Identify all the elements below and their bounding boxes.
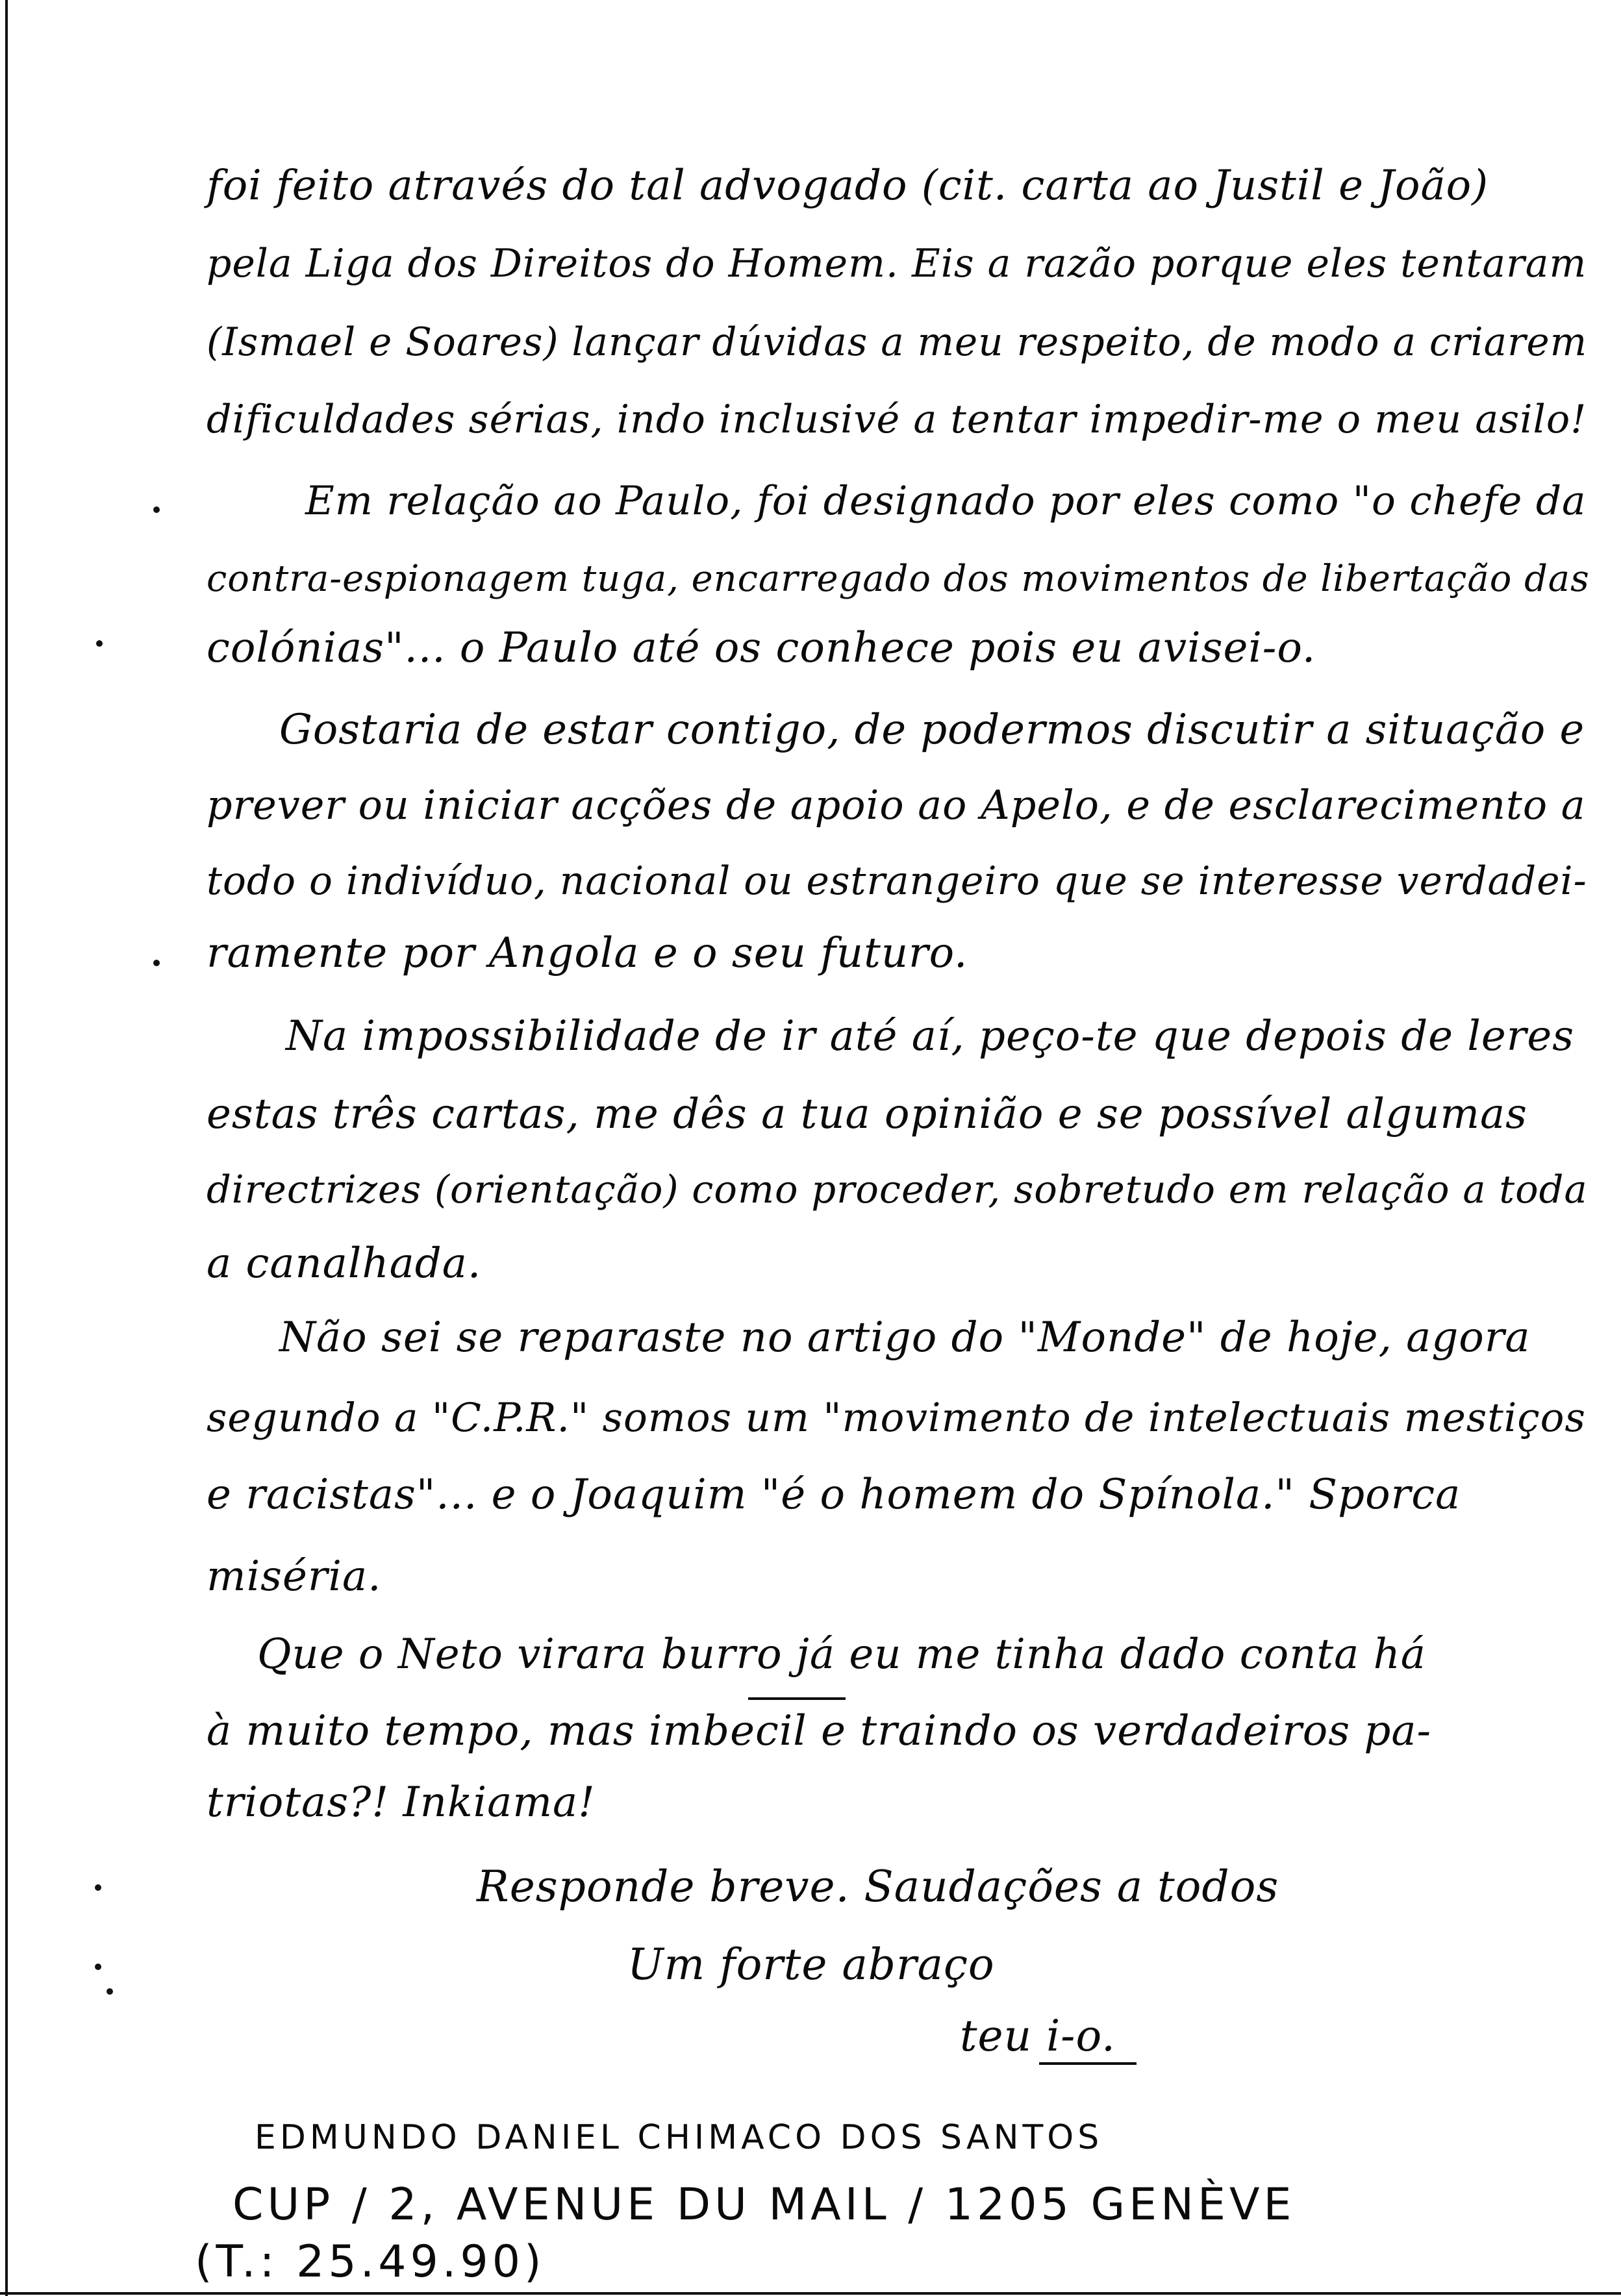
letter-line: Na impossibilidade de ir até aí, peço-te que depois de leres: [286, 1012, 1575, 1060]
letter-line: contra-espionagem tuga, encarregado dos movimentos de libertação das: [207, 558, 1590, 600]
letter-line: triotas?! Inkiama!: [207, 1778, 596, 1827]
letter-line: Gostaria de estar contigo, de podermos discutir a situação e: [279, 706, 1585, 754]
scan-speck: [153, 506, 160, 513]
letter-line: miséria.: [207, 1553, 382, 1601]
scan-speck: [96, 640, 103, 647]
scan-speck: [153, 960, 160, 966]
letter-line: prever ou iniciar acções de apoio ao Apelo, e de esclarecimento a: [207, 782, 1586, 829]
scan-speck: [107, 1988, 113, 1995]
sender-name: EDMUNDO DANIEL CHIMACO DOS SANTOS: [255, 2118, 1103, 2157]
letter-line: foi feito através do tal advogado (cit. carta ao Justil e João): [207, 162, 1489, 210]
closing-line: Um forte abraço: [627, 1940, 995, 1990]
letter-line: Em relação ao Paulo, foi designado por eles como "o chefe da: [305, 478, 1587, 524]
sender-address: CUP / 2, AVENUE DU MAIL / 1205 GENÈVE: [232, 2179, 1296, 2230]
scan-left-edge: [5, 0, 8, 2296]
letter-line: segundo a "C.P.R." somos um "movimento de intelectuais mestiços: [207, 1395, 1586, 1441]
signature: teu i-o.: [960, 2011, 1116, 2061]
letter-line: Não sei se reparaste no artigo do "Monde" de hoje, agora: [279, 1314, 1531, 1362]
letter-line: directrizes (orientação) como proceder, sobretudo em relação a toda: [207, 1167, 1588, 1212]
letter-line: a canalhada.: [207, 1240, 482, 1288]
underline-mark: [748, 1697, 846, 1700]
letter-line: todo o indivíduo, nacional ou estrangeiro que se interesse verdadei-: [207, 859, 1587, 904]
letter-line: Que o Neto virara burro já eu me tinha dado conta há: [257, 1630, 1426, 1678]
scan-speck: [95, 1884, 101, 1891]
letter-line: à muito tempo, mas imbecil e traindo os verdadeiros pa-: [207, 1707, 1432, 1755]
signature-underline: [1039, 2062, 1137, 2065]
letter-line: (Ismael e Soares) lançar dúvidas a meu respeito, de modo a criarem: [207, 320, 1588, 365]
sender-phone: (T.: 25.49.90): [195, 2236, 546, 2288]
letter-line: ramente por Angola e o seu futuro.: [207, 929, 968, 977]
letter-line: pela Liga dos Direitos do Homem. Eis a razão porque eles tentaram: [207, 241, 1587, 286]
letter-line: colónias"... o Paulo até os conhece pois eu avisei-o.: [207, 624, 1316, 672]
scan-bottom-edge: [0, 2292, 1621, 2295]
scan-speck: [95, 1964, 101, 1970]
letter-line: e racistas"... e o Joaquim "é o homem do Spínola." Sporca: [207, 1471, 1461, 1519]
letter-line: dificuldades sérias, indo inclusivé a tentar impedir-me o meu asilo!: [207, 397, 1587, 442]
closing-line: Responde breve. Saudações a todos: [477, 1862, 1279, 1912]
letter-line: estas três cartas, me dês a tua opinião e se possível algumas: [207, 1090, 1527, 1138]
